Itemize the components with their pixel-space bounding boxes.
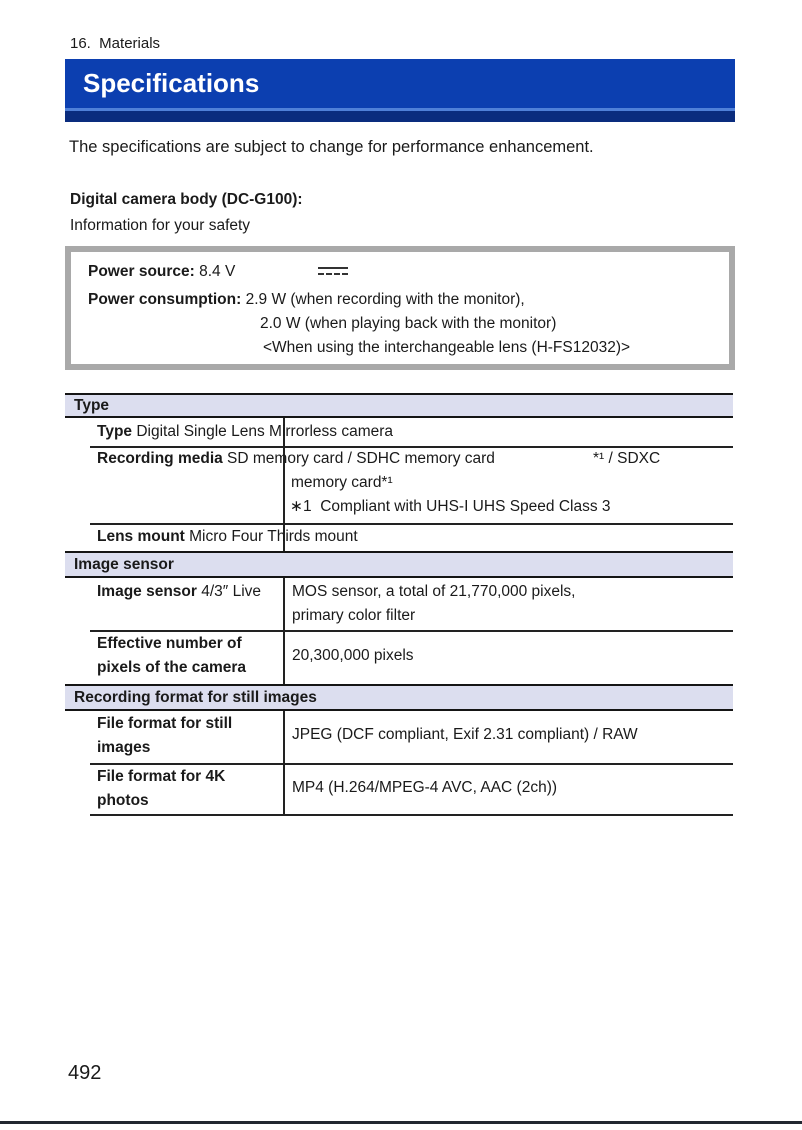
file-format-4k-label-line2: photos [97,792,149,809]
row-value: SD memory card / SDHC memory card [222,450,495,467]
banner-bottom-stripe [65,111,735,122]
power-consumption-label: Power consumption: [88,291,242,308]
title-banner [65,59,735,108]
image-sensor-value-line2: primary color filter [292,607,416,624]
table-row-separator [90,630,733,632]
file-format-still-label-line2: images [97,739,151,756]
page-title: Specifications [83,68,260,98]
chapter-heading: 16. Materials [70,35,161,52]
table-section-header-image-sensor: Image sensor [65,551,733,578]
file-format-still-value: JPEG (DCF compliant, Exif 2.31 compliant) / RAW [292,726,638,743]
recording-media-line2: memory card*¹ [291,474,393,491]
table-bottom-line [90,814,733,816]
file-format-4k-value: MP4 (H.264/MPEG-4 AVC, AAC (2ch)) [292,779,558,796]
row-label: Recording media [97,450,223,467]
table-row-lens-mount [97,528,358,546]
table-row-recording-media [97,450,495,468]
row-value: 4/3″ Live [196,583,262,600]
row-label: Lens mount [97,528,185,545]
table-section-header-recording-format: Recording format for still images [65,684,733,711]
file-format-still-label-line1: File format for still [97,715,233,732]
image-sensor-value-line1: MOS sensor, a total of 21,770,000 pixels, [292,583,576,600]
power-consumption-line [88,291,525,309]
row-value: Digital Single Lens Mirrorless camera [132,423,394,440]
table-section-header-type: Type [65,393,733,418]
power-source-value: 8.4 V [194,263,236,280]
page-number: 492 [68,1062,102,1084]
recording-media-footnote: ∗1 Compliant with UHS-I UHS Speed Class 3 [290,498,611,515]
power-source-label: Power source: [88,263,195,280]
footer-rule [0,1121,802,1124]
effective-pixels-label-line1: Effective number of [97,635,242,652]
file-format-4k-label-line1: File format for 4K [97,768,226,785]
table-row-separator [90,763,733,765]
table-row-image-sensor [97,583,261,601]
row-label: Type [97,423,133,440]
row-label: Image sensor [97,583,197,600]
dc-voltage-icon [318,267,348,278]
row-value: Micro Four Thirds mount [184,528,358,545]
power-source-line [88,263,235,281]
power-consumption-line3: <When using the interchangeable lens (H-FS12032)> [263,339,631,356]
recording-media-ref: *¹ / SDXC [593,450,661,467]
intro-text: The specifications are subject to change for performance enhancement. [69,138,594,156]
body-subheading: Information for your safety [70,217,251,234]
body-heading: Digital camera body (DC-G100): [70,191,303,208]
table-row-type [97,423,393,441]
effective-pixels-value: 20,300,000 pixels [292,647,414,664]
table-row-separator [90,446,733,448]
table-row-separator [90,523,733,525]
power-consumption-value: 2.9 W (when recording with the monitor), [241,291,525,308]
effective-pixels-label-line2: pixels of the camera [97,659,247,676]
power-consumption-line2: 2.0 W (when playing back with the monitor) [260,315,557,332]
